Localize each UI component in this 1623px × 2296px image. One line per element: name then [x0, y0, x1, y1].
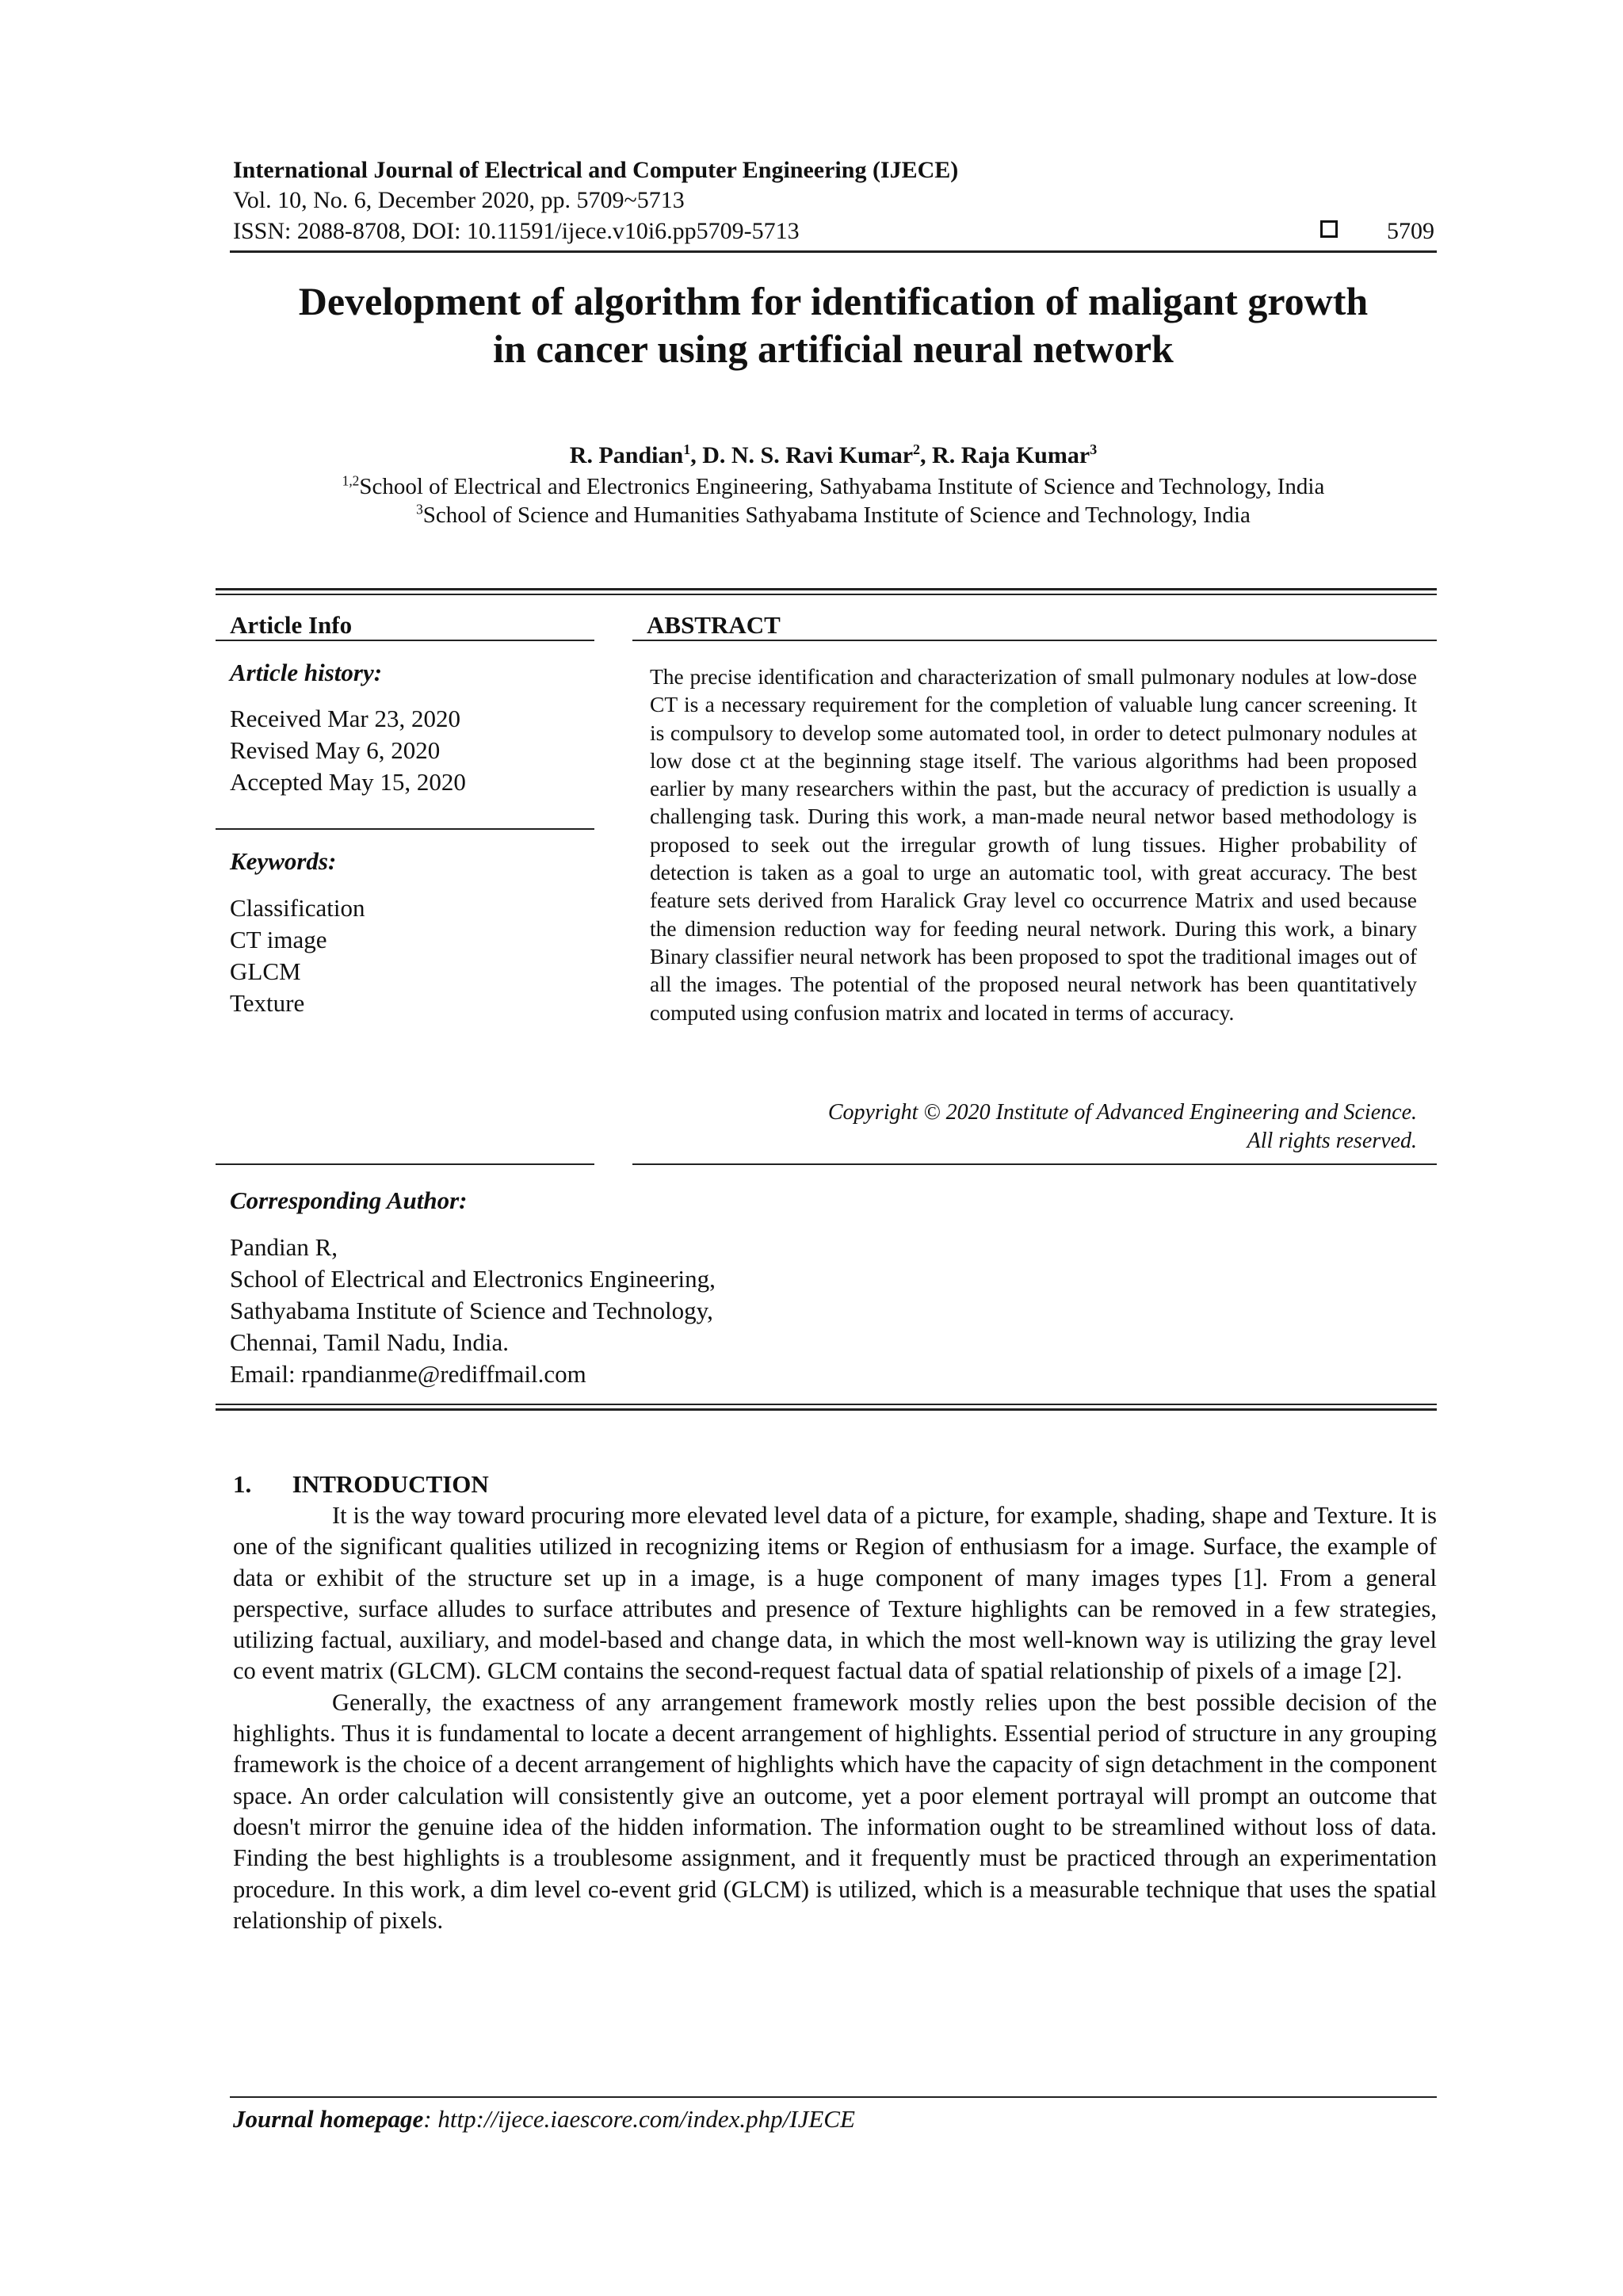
article-history-label: Article history:	[230, 659, 383, 686]
keywords-list	[230, 892, 365, 1019]
journal-homepage	[233, 2104, 855, 2134]
received-date: Received Mar 23, 2020	[230, 705, 460, 732]
intro-heading-text: INTRODUCTION	[292, 1470, 489, 1498]
copyright-notice	[650, 1098, 1417, 1156]
intro-paragraph-1: It is the way toward procuring more elevated level data of a picture, for example, shading, shape and Texture. It is one of the significant qualities utilized in recognizing items or Region of enthusiasm for a image. Surface, the example of data or exhibit of the structure set up in a image, is a huge component of many images types [1]. From a general perspective, surface alludes to surface attributes and presence of Texture highlights can be removed in a few strategies, utilizing factual, auxiliary, and model-based and change data, in which the most well-known way is utilizing the gray level co event matrix (GLCM). GLCM contains the second-request factual data of spatial relationship of pixels of a image [2].	[233, 1502, 1437, 1685]
author-sup: 1	[683, 441, 691, 457]
affiliation-text: School of Electrical and Electronics Engineering, Sathyabama Institute of Science and Technology, India	[359, 474, 1325, 499]
journal-homepage-label: Journal homepage	[233, 2105, 424, 2133]
author-list	[230, 441, 1437, 471]
affiliation-text: School of Science and Humanities Sathyabama Institute of Science and Technology, India	[422, 502, 1251, 528]
info-box-bottom-rule-inner	[216, 1404, 1437, 1405]
info-box-bottom-rule	[216, 1408, 1437, 1411]
keyword: Classification	[230, 894, 365, 922]
journal-issn-doi: ISSN: 2088-8708, DOI: 10.11591/ijece.v10i6.pp5709-5713	[233, 218, 800, 244]
author-sep: ,	[690, 442, 703, 468]
article-info-bottom-rule	[216, 1163, 594, 1165]
abstract-text: The precise identification and characterization of small pulmonary nodules at low-dose CT is a necessary requirement for the completion of valuable lung cancer screening. It is compulsory to develop some automated tool, in order to detect pulmonary nodules at low dose ct at the beginning stage itself. The various algorithms had been proposed earlier by many researchers within the past, but the accuracy of prediction is usually a challenging task. During this work, a man-made neural networ based methodology is proposed to seek out the irregular growth of lung tissues. Higher probability of detection is taken as a goal to urge an automatic tool, with great accuracy. The best feature sets derived from Haralick Gray level co occurrence Matrix and used because the dimension reduction way for feeding neural network. During this work, a binary Binary classifier neural network has been proposed to spot the traditional images out of all the images. The potential of the proposed neural network has been quantitatively computed using confusion matrix and located in terms of accuracy.	[650, 664, 1417, 1025]
paper-title-line-2: in cancer using artificial neural network	[493, 327, 1174, 371]
author-sep: ,	[920, 442, 933, 468]
corresponding-city: Chennai, Tamil Nadu, India.	[230, 1328, 509, 1356]
author-name: R. Raja Kumar	[932, 442, 1090, 468]
keywords-rule	[216, 828, 594, 830]
keyword: GLCM	[230, 957, 301, 985]
author-sup: 2	[913, 441, 921, 457]
corresponding-institute: Sathyabama Institute of Science and Technology,	[230, 1297, 713, 1324]
corresponding-author-label: Corresponding Author:	[230, 1186, 468, 1214]
copyright-line-1: Copyright © 2020 Institute of Advanced Engineering and Science.	[827, 1100, 1417, 1125]
journal-homepage-sep: :	[423, 2105, 438, 2133]
accepted-date: Accepted May 15, 2020	[230, 768, 466, 796]
affiliation-sup: 1,2	[342, 472, 360, 489]
corresponding-name: Pandian R,	[230, 1233, 338, 1261]
page-box-icon	[1320, 220, 1338, 238]
abstract-bottom-rule	[632, 1163, 1437, 1165]
header-rule	[230, 250, 1437, 253]
affiliation-1	[230, 472, 1437, 501]
author-name: R. Pandian	[569, 442, 684, 468]
article-info-heading: Article Info	[230, 611, 353, 639]
journal-volume: Vol. 10, No. 6, December 2020, pp. 5709~5713	[233, 187, 685, 213]
corresponding-dept: School of Electrical and Electronics Engineering,	[230, 1265, 716, 1293]
info-box-top-rule-inner	[216, 594, 1437, 595]
journal-homepage-url[interactable]: http://ijece.iaescore.com/index.php/IJECE	[437, 2105, 855, 2133]
keyword: CT image	[230, 926, 327, 953]
copyright-line-2: All rights reserved.	[1247, 1129, 1417, 1153]
paper-title	[230, 277, 1437, 372]
author-sup: 3	[1090, 441, 1098, 457]
corresponding-email: Email: rpandianme@rediffmail.com	[230, 1360, 586, 1388]
paper-title-line-1: Development of algorithm for identification of maligant growth	[298, 279, 1369, 323]
article-info-rule	[216, 640, 594, 641]
corresponding-author-details	[230, 1232, 716, 1390]
info-box-top-rule	[216, 588, 1437, 590]
journal-title: International Journal of Electrical and Computer Engineering (IJECE)	[233, 157, 959, 183]
author-name: D. N. S. Ravi Kumar	[702, 442, 914, 468]
affiliation-2	[230, 501, 1437, 529]
abstract-rule	[632, 640, 1437, 641]
revised-date: Revised May 6, 2020	[230, 736, 441, 764]
intro-heading-number: 1.	[233, 1470, 252, 1498]
intro-paragraph-2: Generally, the exactness of any arrangement framework mostly relies upon the best possible decision of the highlights. Thus it is fundamental to locate a decent arrangement of highlights. Essential period of structure in any grouping framework is the choice of a decent arrangement of highlights which have the capacity of sign detachment in the component space. An order calculation will consistently give an outcome, yet a poor element portrayal will prompt an outcome that doesn't mirror the genuine idea of the hidden information. The information ought to be streamlined without loss of data. Finding the best highlights is a troublesome assignment, and it frequently must be practiced through an experimentation procedure. In this work, a dim level co-event grid (GLCM) is utilized, which is a measurable technique that uses the spatial relationship of pixels.	[233, 1688, 1437, 1934]
intro-body	[233, 1500, 1437, 1936]
affiliation-sup: 3	[416, 501, 423, 518]
abstract-heading: ABSTRACT	[647, 611, 781, 639]
keywords-label: Keywords:	[230, 847, 337, 875]
keyword: Texture	[230, 989, 305, 1017]
footer-rule	[230, 2096, 1437, 2098]
article-history-dates	[230, 703, 466, 798]
page-number: 5709	[1387, 218, 1434, 244]
intro-heading	[233, 1469, 489, 1499]
